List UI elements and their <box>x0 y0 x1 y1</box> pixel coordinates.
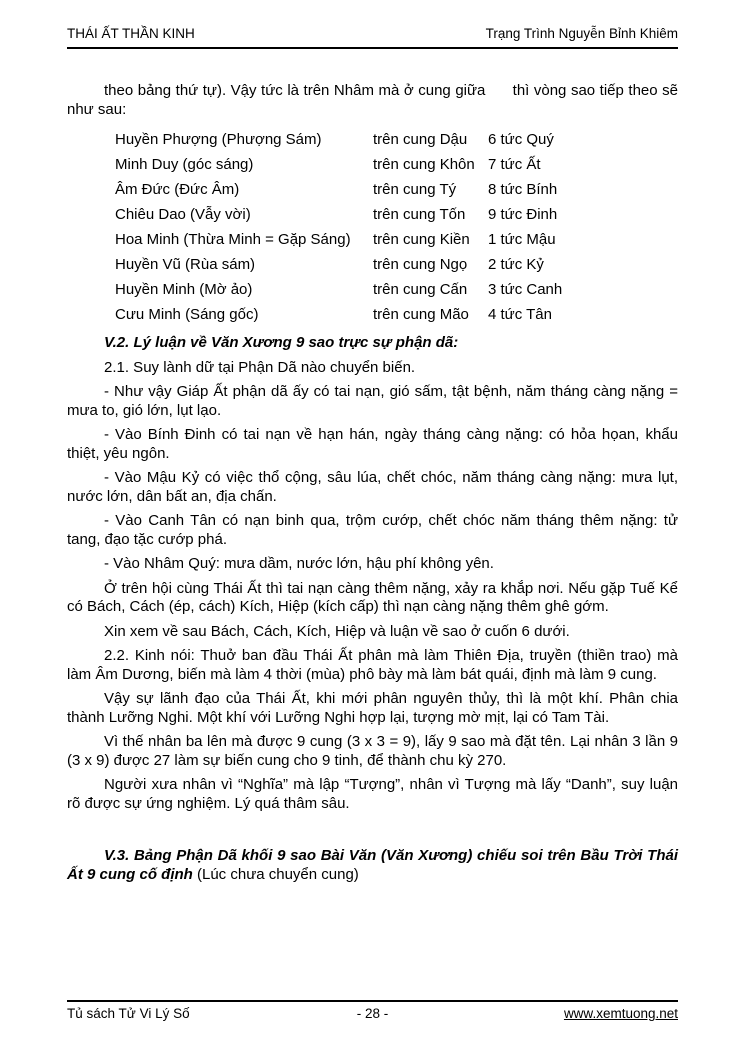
paragraph-lanh-dao: Vậy sự lãnh đạo của Thái Ất, khi mới phân nguyên thủy, thì là một khí. Phân chia thành Lưỡng Nghi. Một khí với Lưỡng Nghi hợp lại, tượng mờ mịt, lại có Tam Tài. <box>67 690 678 726</box>
paragraph-nham-quy: - Vào Nhâm Quý: mưa dầm, nước lớn, hậu phí không yên. <box>104 555 494 572</box>
star-table-row <box>115 302 678 327</box>
footer-page-number: - 28 - <box>356 1006 389 1021</box>
star-number-cell: 7 tức Ất <box>488 156 541 173</box>
intro-paragraph: theo bảng thứ tự). Vậy tức là trên Nhâm mà ở cung giữa thì vòng sao tiếp theo sẽ như sau: <box>67 82 678 118</box>
footer-website-link[interactable]: www.xemtuong.net <box>563 1006 678 1021</box>
star-palace-cell: trên cung Kiền <box>373 231 470 248</box>
star-name-cell: Huyền Phượng (Phượng Sám) <box>115 131 322 148</box>
paragraph-hoi-thai-at: Ở trên hội cùng Thái Ất thì tai nạn càng thêm nặng, xảy ra khắp nơi. Nếu gặp Tuế Kể có Bách, Cách (ép, cách) Kích, Hiệp (kích cấp) thì nạn càng nặng thêm ghê gớm. <box>67 579 678 615</box>
paragraph-nguoi-xua: Người xưa nhân vì “Nghĩa” mà lập “Tượng”, nhân vì Tượng mà lấy “Danh”, suy luận rõ được sự ứng nghiệm. Lý quá thâm sâu. <box>67 776 678 812</box>
star-number-cell: 3 tức Canh <box>488 281 563 298</box>
header-book-title: THÁI ẤT THẦN KINH <box>67 26 195 41</box>
star-number-cell: 8 tức Bính <box>488 181 558 198</box>
star-palace-cell: trên cung Dậu <box>373 131 468 148</box>
star-palace-cell: trên cung Tý <box>373 181 457 198</box>
star-name-cell: Hoa Minh (Thừa Minh = Gặp Sáng) <box>115 231 351 248</box>
star-table <box>115 127 678 327</box>
star-palace-cell: trên cung Cấn <box>373 281 468 298</box>
star-name-cell: Chiêu Dao (Vẫy vời) <box>115 206 251 223</box>
star-name-cell: Minh Duy (góc sáng) <box>115 156 254 173</box>
paragraph-giap-at: - Như vậy Giáp Ất phận dã ấy có tai nạn, gió sấm, tật bệnh, năm tháng càng nặng = mưa to, gió lớn, lụt lạo. <box>67 383 678 419</box>
section-v3-heading-bold: V.3. Bảng Phận Dã khối 9 sao Bài Văn (Văn Xương) chiếu soi trên Bầu Trời Thái Ất 9 cung cố định <box>67 847 678 883</box>
paragraph-2-2: 2.2. Kinh nói: Thuở ban đầu Thái Ất phân mà làm Thiên Địa, truyền (thiền trao) mà làm Âm Dương, biến mà làm 4 thời (mùa) phô bày mà làm bát quái, định mà làm 9 cung. <box>67 647 678 683</box>
star-table-row <box>115 127 678 152</box>
star-table-row <box>115 252 678 277</box>
paragraph-nhan-ba: Vì thế nhân ba lên mà được 9 cung (3 x 3 = 9), lấy 9 sao mà đặt tên. Lại nhân 3 lần 9 (3 x 9) được 27 làm sự biến cung cho 9 tinh, để thành chu kỳ 270. <box>67 733 678 769</box>
star-palace-cell: trên cung Mão <box>373 306 469 323</box>
star-table-row <box>115 152 678 177</box>
footer-series-title: Tủ sách Tử Vi Lý Số <box>67 1006 190 1021</box>
paragraph-binh-dinh: - Vào Bính Đinh có tai nạn về hạn hán, ngày tháng càng nặng: có hỏa họan, khẩu thiệt, yêu ngôn. <box>67 426 678 462</box>
paragraph-mau-ky: - Vào Mậu Kỷ có việc thổ cộng, sâu lúa, chết chóc, năm tháng càng nặng: mưa lụt, nước lớn, dân bất an, địa chấn. <box>67 469 678 505</box>
star-number-cell: 4 tức Tân <box>488 306 552 323</box>
paragraph-xin-xem: Xin xem về sau Bách, Cách, Kích, Hiệp và luận về sao ở cuốn 6 dưới. <box>104 622 570 640</box>
star-name-cell: Cưu Minh (Sáng gốc) <box>115 306 259 323</box>
star-table-row <box>115 177 678 202</box>
star-palace-cell: trên cung Khôn <box>373 156 475 173</box>
star-table-row <box>115 202 678 227</box>
section-v3-heading <box>67 847 678 884</box>
star-number-cell: 1 tức Mậu <box>488 231 556 248</box>
star-palace-cell: trên cung Ngọ <box>373 256 468 273</box>
header-author: Trạng Trình Nguyễn Bỉnh Khiêm <box>485 26 678 41</box>
star-name-cell: Huyền Minh (Mờ ảo) <box>115 281 253 298</box>
document-body <box>67 82 678 884</box>
star-number-cell: 2 tức Kỷ <box>488 256 544 273</box>
section-v2-heading: V.2. Lý luận về Văn Xương 9 sao trực sự phận dã: <box>104 334 459 351</box>
page-header <box>67 26 678 49</box>
star-number-cell: 6 tức Quý <box>488 131 554 148</box>
page-footer <box>67 1000 678 1021</box>
paragraph-2-1: 2.1. Suy lành dữ tại Phận Dã nào chuyển biến. <box>104 358 416 376</box>
paragraph-canh-tan: - Vào Canh Tân có nạn binh qua, trộm cướp, chết chóc năm tháng thêm nặng: tử tang, đạo tặc cướp phá. <box>67 512 678 548</box>
star-palace-cell: trên cung Tốn <box>373 206 466 223</box>
star-number-cell: 9 tức Đinh <box>488 206 558 223</box>
star-name-cell: Huyền Vũ (Rùa sám) <box>115 256 256 273</box>
star-name-cell: Âm Đức (Đức Âm) <box>115 181 240 198</box>
section-v3-heading-suffix: (Lúc chưa chuyển cung) <box>197 865 359 883</box>
star-table-row <box>115 227 678 252</box>
star-table-row <box>115 277 678 302</box>
